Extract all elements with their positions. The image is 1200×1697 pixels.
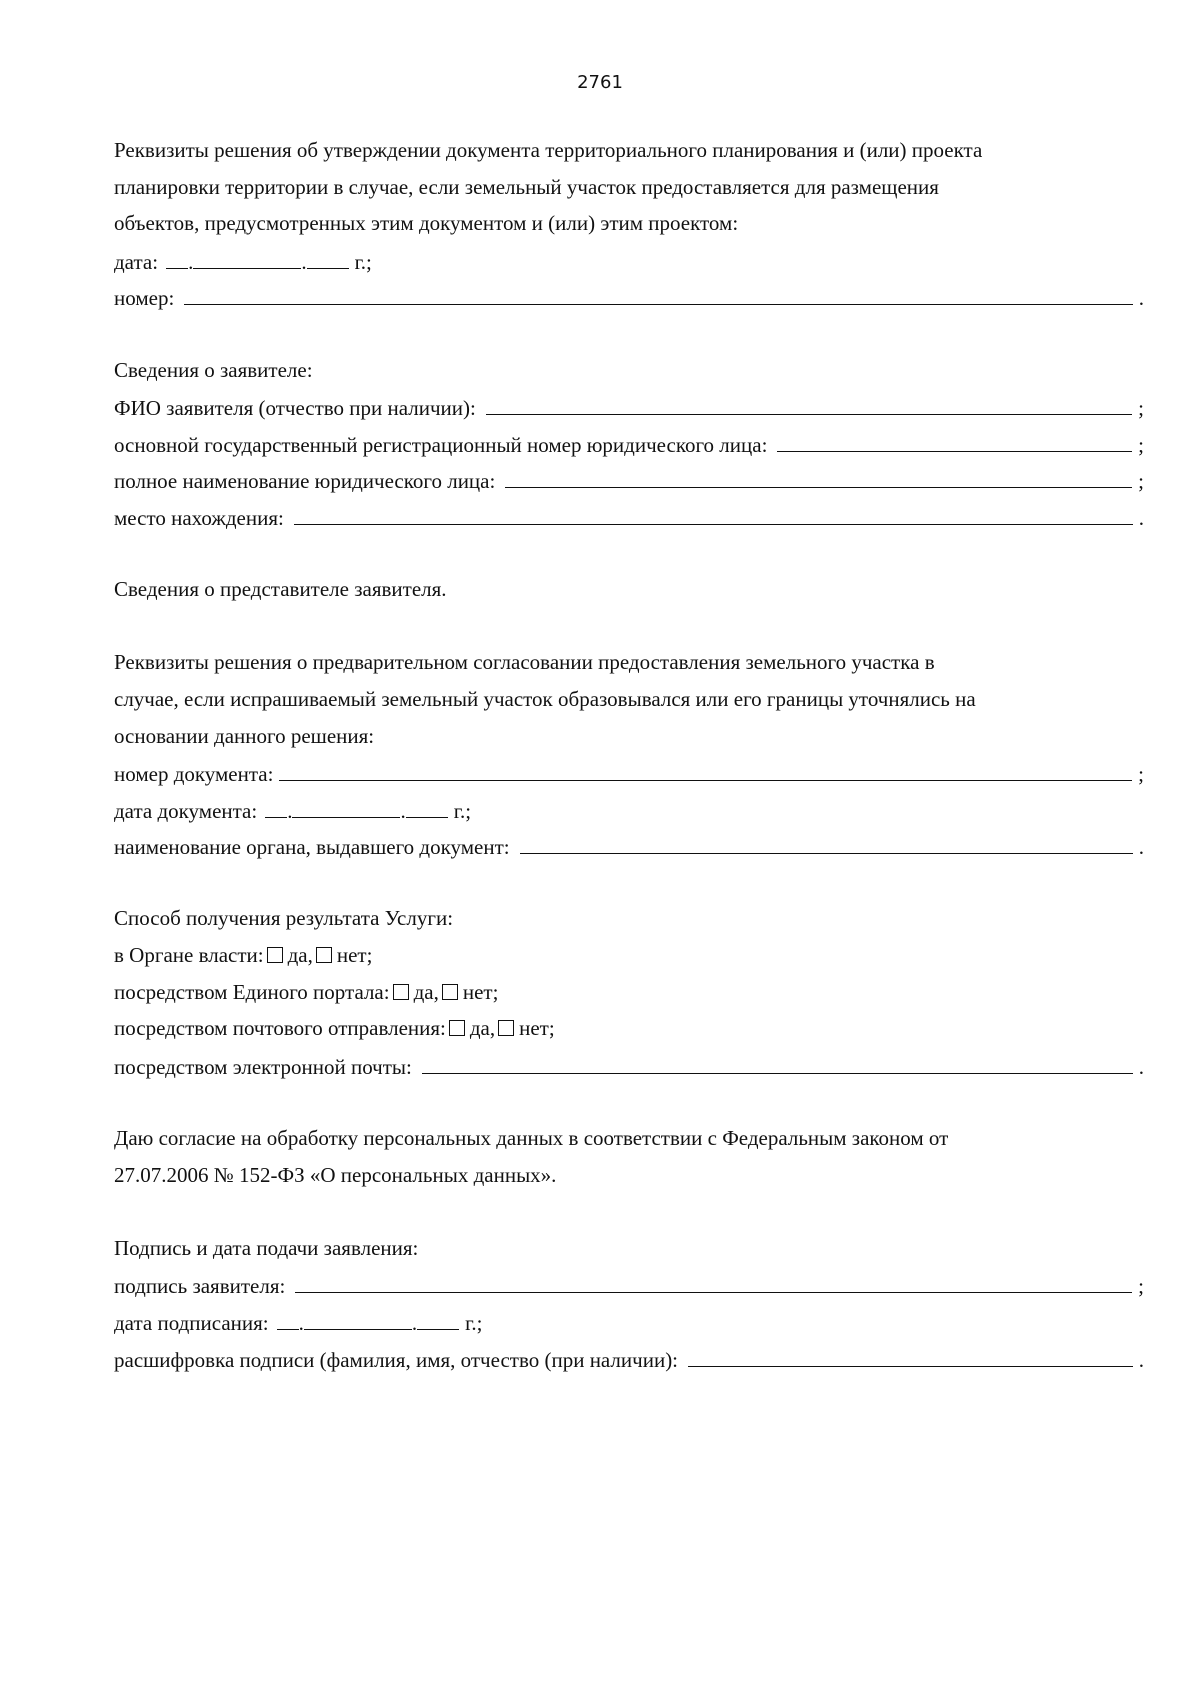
applicant-fio-field[interactable]	[486, 388, 1132, 415]
yes-checkbox[interactable]	[267, 947, 283, 963]
date-separator: .	[301, 249, 307, 274]
signature-decode-label: расшифровка подписи (фамилия, имя, отчество (при наличии):	[114, 1347, 679, 1372]
applicant-location-label: место нахождения:	[114, 505, 284, 530]
applicant-ogrn-row	[114, 425, 1144, 462]
date-separator: .	[400, 798, 406, 823]
planning-number-label: номер:	[114, 286, 175, 311]
preliminary-date-suffix: г.;	[453, 798, 472, 823]
preliminary-issuer-row	[114, 827, 1144, 864]
line-end-dot: .	[1138, 1347, 1144, 1372]
line-end-dot: .	[1138, 505, 1144, 530]
preliminary-paragraph-line-3: основании данного решения:	[114, 723, 375, 748]
result-email-label: посредством электронной почты:	[114, 1054, 412, 1079]
planning-date-year-field[interactable]	[307, 242, 349, 269]
applicant-fio-label: ФИО заявителя (отчество при наличии):	[114, 396, 476, 421]
signature-date-month-field[interactable]	[304, 1303, 412, 1330]
applicant-location-row	[114, 498, 1144, 535]
preliminary-paragraph-line-2: случае, если испрашиваемый земельный участок образовывался или его границы уточнялись на	[114, 686, 976, 711]
planning-number-row	[114, 278, 1144, 315]
line-end-dot: .	[1138, 1054, 1144, 1079]
no-checkbox[interactable]	[442, 984, 458, 1000]
preliminary-paragraph-line-1: Реквизиты решения о предварительном согласовании предоставления земельного участка в	[114, 650, 935, 675]
date-separator: .	[298, 1311, 304, 1335]
planning-date-month-field[interactable]	[193, 242, 301, 269]
signature-date-label: дата подписания:	[114, 1311, 269, 1335]
page-number: 2761	[577, 72, 623, 93]
consent-paragraph-line-1: Даю согласие на обработку персональных данных в соответствии с Федеральным законом от	[114, 1126, 949, 1151]
applicant-heading: Сведения о заявителе:	[114, 357, 313, 382]
result-email-row	[114, 1047, 1144, 1084]
yes-checkbox[interactable]	[393, 984, 409, 1000]
line-end-semicolon: ;	[1138, 1274, 1144, 1299]
applicant-location-field[interactable]	[294, 498, 1133, 525]
yes-label: да,	[469, 1016, 496, 1041]
consent-paragraph-line-2: 27.07.2006 № 152-ФЗ «О персональных данных».	[114, 1162, 557, 1187]
result-option-mail	[114, 1010, 1144, 1047]
line-end-semicolon: ;	[1138, 432, 1144, 457]
applicant-org-name-row	[114, 461, 1144, 498]
preliminary-doc-number-label: номер документа:	[114, 762, 274, 787]
signature-date-suffix: г.;	[465, 1311, 483, 1335]
application-form	[114, 132, 1144, 1376]
line-end-semicolon: ;	[1138, 469, 1144, 494]
signature-decode-field[interactable]	[688, 1340, 1133, 1367]
line-end-dot: .	[1138, 835, 1144, 860]
planning-number-field[interactable]	[184, 278, 1132, 305]
planning-paragraph-line-3: объектов, предусмотренных этим документом и (или) этим проектом:	[114, 211, 739, 236]
signature-date-year-field[interactable]	[417, 1303, 459, 1330]
result-option-office	[114, 937, 1144, 974]
signature-date-day-field[interactable]	[277, 1303, 299, 1330]
preliminary-issuer-label: наименование органа, выдавшего документ:	[114, 835, 510, 860]
preliminary-date-year-field[interactable]	[406, 791, 448, 818]
signature-date-row	[114, 1303, 1144, 1340]
signature-sign-label: подпись заявителя:	[114, 1274, 286, 1299]
signature-decode-row	[114, 1340, 1144, 1377]
planning-paragraph-line-2: планировки территории в случае, если земельный участок предоставляется для размещения	[114, 174, 939, 199]
result-heading: Способ получения результата Услуги:	[114, 906, 454, 931]
planning-date-suffix: г.;	[354, 249, 372, 274]
planning-date-label: дата:	[114, 249, 159, 274]
result-option-label: посредством почтового отправления:	[114, 1016, 446, 1041]
signature-sign-field[interactable]	[295, 1266, 1132, 1293]
applicant-ogrn-field[interactable]	[777, 425, 1132, 452]
preliminary-doc-number-row	[114, 754, 1144, 791]
line-end-semicolon: ;	[1138, 762, 1144, 787]
applicant-org-name-field[interactable]	[505, 461, 1132, 488]
preliminary-date-day-field[interactable]	[265, 791, 287, 818]
date-separator: .	[411, 1311, 418, 1335]
representative-text: Сведения о представителе заявителя.	[114, 577, 447, 602]
planning-date-row	[114, 242, 1144, 279]
result-option-portal	[114, 974, 1144, 1011]
planning-paragraph-line-1: Реквизиты решения об утверждении документа территориального планирования и (или) проекта	[114, 138, 983, 162]
preliminary-date-month-field[interactable]	[292, 791, 400, 818]
result-option-label: в Органе власти:	[114, 943, 264, 968]
applicant-fio-row	[114, 388, 1144, 425]
yes-label: да,	[287, 943, 313, 968]
signature-heading: Подпись и дата подачи заявления:	[114, 1235, 419, 1260]
preliminary-doc-date-label: дата документа:	[114, 798, 258, 823]
date-separator: .	[188, 249, 194, 274]
planning-date-day-field[interactable]	[166, 242, 188, 269]
applicant-org-name-label: полное наименование юридического лица:	[114, 469, 496, 494]
no-checkbox[interactable]	[316, 947, 332, 963]
preliminary-doc-date-row	[114, 791, 1144, 828]
yes-label: да,	[413, 979, 439, 1004]
date-separator: .	[287, 798, 293, 823]
preliminary-doc-number-field[interactable]	[279, 754, 1132, 781]
no-label: нет;	[462, 979, 499, 1004]
result-option-label: посредством Единого портала:	[114, 979, 390, 1004]
result-email-field[interactable]	[422, 1047, 1133, 1074]
yes-checkbox[interactable]	[449, 1020, 465, 1036]
line-end-dot: .	[1138, 286, 1144, 311]
line-end-semicolon: ;	[1138, 396, 1144, 421]
applicant-ogrn-label: основной государственный регистрационный номер юридического лица:	[114, 432, 768, 457]
no-label: нет;	[519, 1016, 555, 1041]
preliminary-issuer-field[interactable]	[520, 827, 1133, 854]
no-label: нет;	[336, 943, 373, 968]
no-checkbox[interactable]	[498, 1020, 514, 1036]
signature-sign-row	[114, 1266, 1144, 1303]
